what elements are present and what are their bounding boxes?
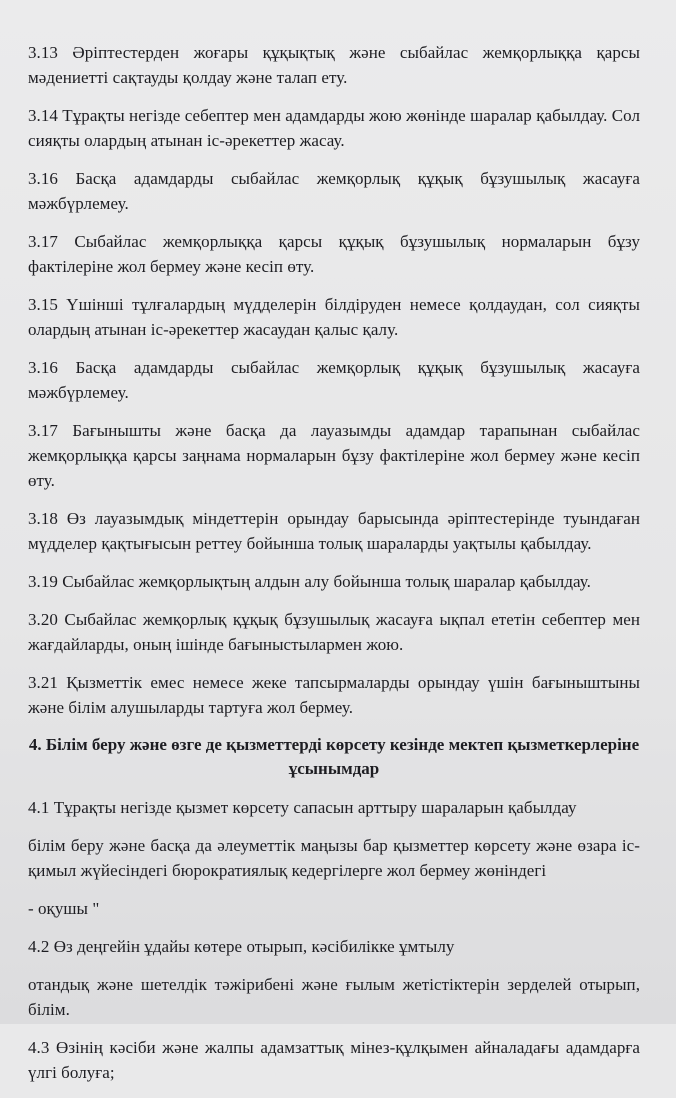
paragraph-3-18: 3.18 Өз лауазымдық міндеттерін орындау барысында әріптестерінде туындаған мүдделер қақтығысын реттеу бойынша толық шараларды уақтылы қабылдау. [28,509,640,553]
paragraph-3-16: 3.16 Басқа адамдарды сыбайлас жемқорлық құқық бұзушылық жасауға мәжбүрлемеу. [28,169,640,213]
paragraph-4-2: 4.2 Өз деңгейін ұдайы көтере отырып, кәсібилікке ұмтылу [28,937,455,956]
paragraph-3-15: 3.15 Үшінші тұлғалардың мүдделерін білдіруден немесе қолдаудан, сол сияқты олардың атынан іс-әрекеттер жасаудан қалыс қалу. [28,295,640,339]
paragraph-3-17-repeat: 3.17 Бағынышты және басқа да лауазымды адамдар тарапынан сыбайлас жемқорлыққа қарсы заңнама нормаларын бұзу фактілеріне жол бермеу және кесіп өту. [28,421,640,490]
paragraph-4-1-student: - оқушы " [28,899,100,918]
paragraph-3-19: 3.19 Сыбайлас жемқорлықтың алдын алу бойынша толық шаралар қабылдау. [28,572,591,591]
paragraph-3-14: 3.14 Тұрақты негізде себептер мен адамдарды жою жөнінде шаралар қабылдау. Сол сияқты олардың атынан іс-әрекеттер жасау. [28,106,640,150]
paragraph-3-16-repeat: 3.16 Басқа адамдарды сыбайлас жемқорлық құқық бұзушылық жасауға мәжбүрлемеу. [28,358,640,402]
paragraph-3-20: 3.20 Сыбайлас жемқорлық құқық бұзушылық жасауға ықпал ететін себептер мен жағдайларды, оның ішінде бағыныстылармен жою. [28,610,640,654]
paragraph-3-13: 3.13 Әріптестерден жоғары құқықтық және сыбайлас жемқорлыққа қарсы мәдениетті сақтауды қолдау және талап ету. [28,43,640,87]
paragraph-4-2-continued: отандық және шетелдік тәжірибені және ғылым жетістіктерін зерделей отырып, білім. [28,975,640,1019]
paragraph-4-1: 4.1 Тұрақты негізде қызмет көрсету сапасын арттыру шараларын қабылдау [28,798,577,817]
section-heading: 4. Білім беру және өзге де қызметтерді көрсету кезінде мектеп қызметкерлеріне ұсынымдар [28,735,640,778]
document-body [28,40,640,1098]
paragraph-4-3: 4.3 Өзінің кәсіби және жалпы адамзаттық мінез-құлқымен айналадағы адамдарға үлгі болуға; [28,1038,640,1082]
paragraph-4-1-continued: білім беру және басқа да әлеуметтік маңызы бар қызметтер көрсету және өзара іс-қимыл жүйесіндегі бюрократиялық кедергілерге жол бермеу жөніндегі [28,836,640,880]
paragraph-3-21: 3.21 Қызметтік емес немесе жеке тапсырмаларды орындау үшін бағыныштыны және білім алушыларды тартуға жол бермеу. [28,673,640,717]
paragraph-3-17: 3.17 Сыбайлас жемқорлыққа қарсы құқық бұзушылық нормаларын бұзу фактілеріне жол бермеу және кесіп өту. [28,232,640,276]
